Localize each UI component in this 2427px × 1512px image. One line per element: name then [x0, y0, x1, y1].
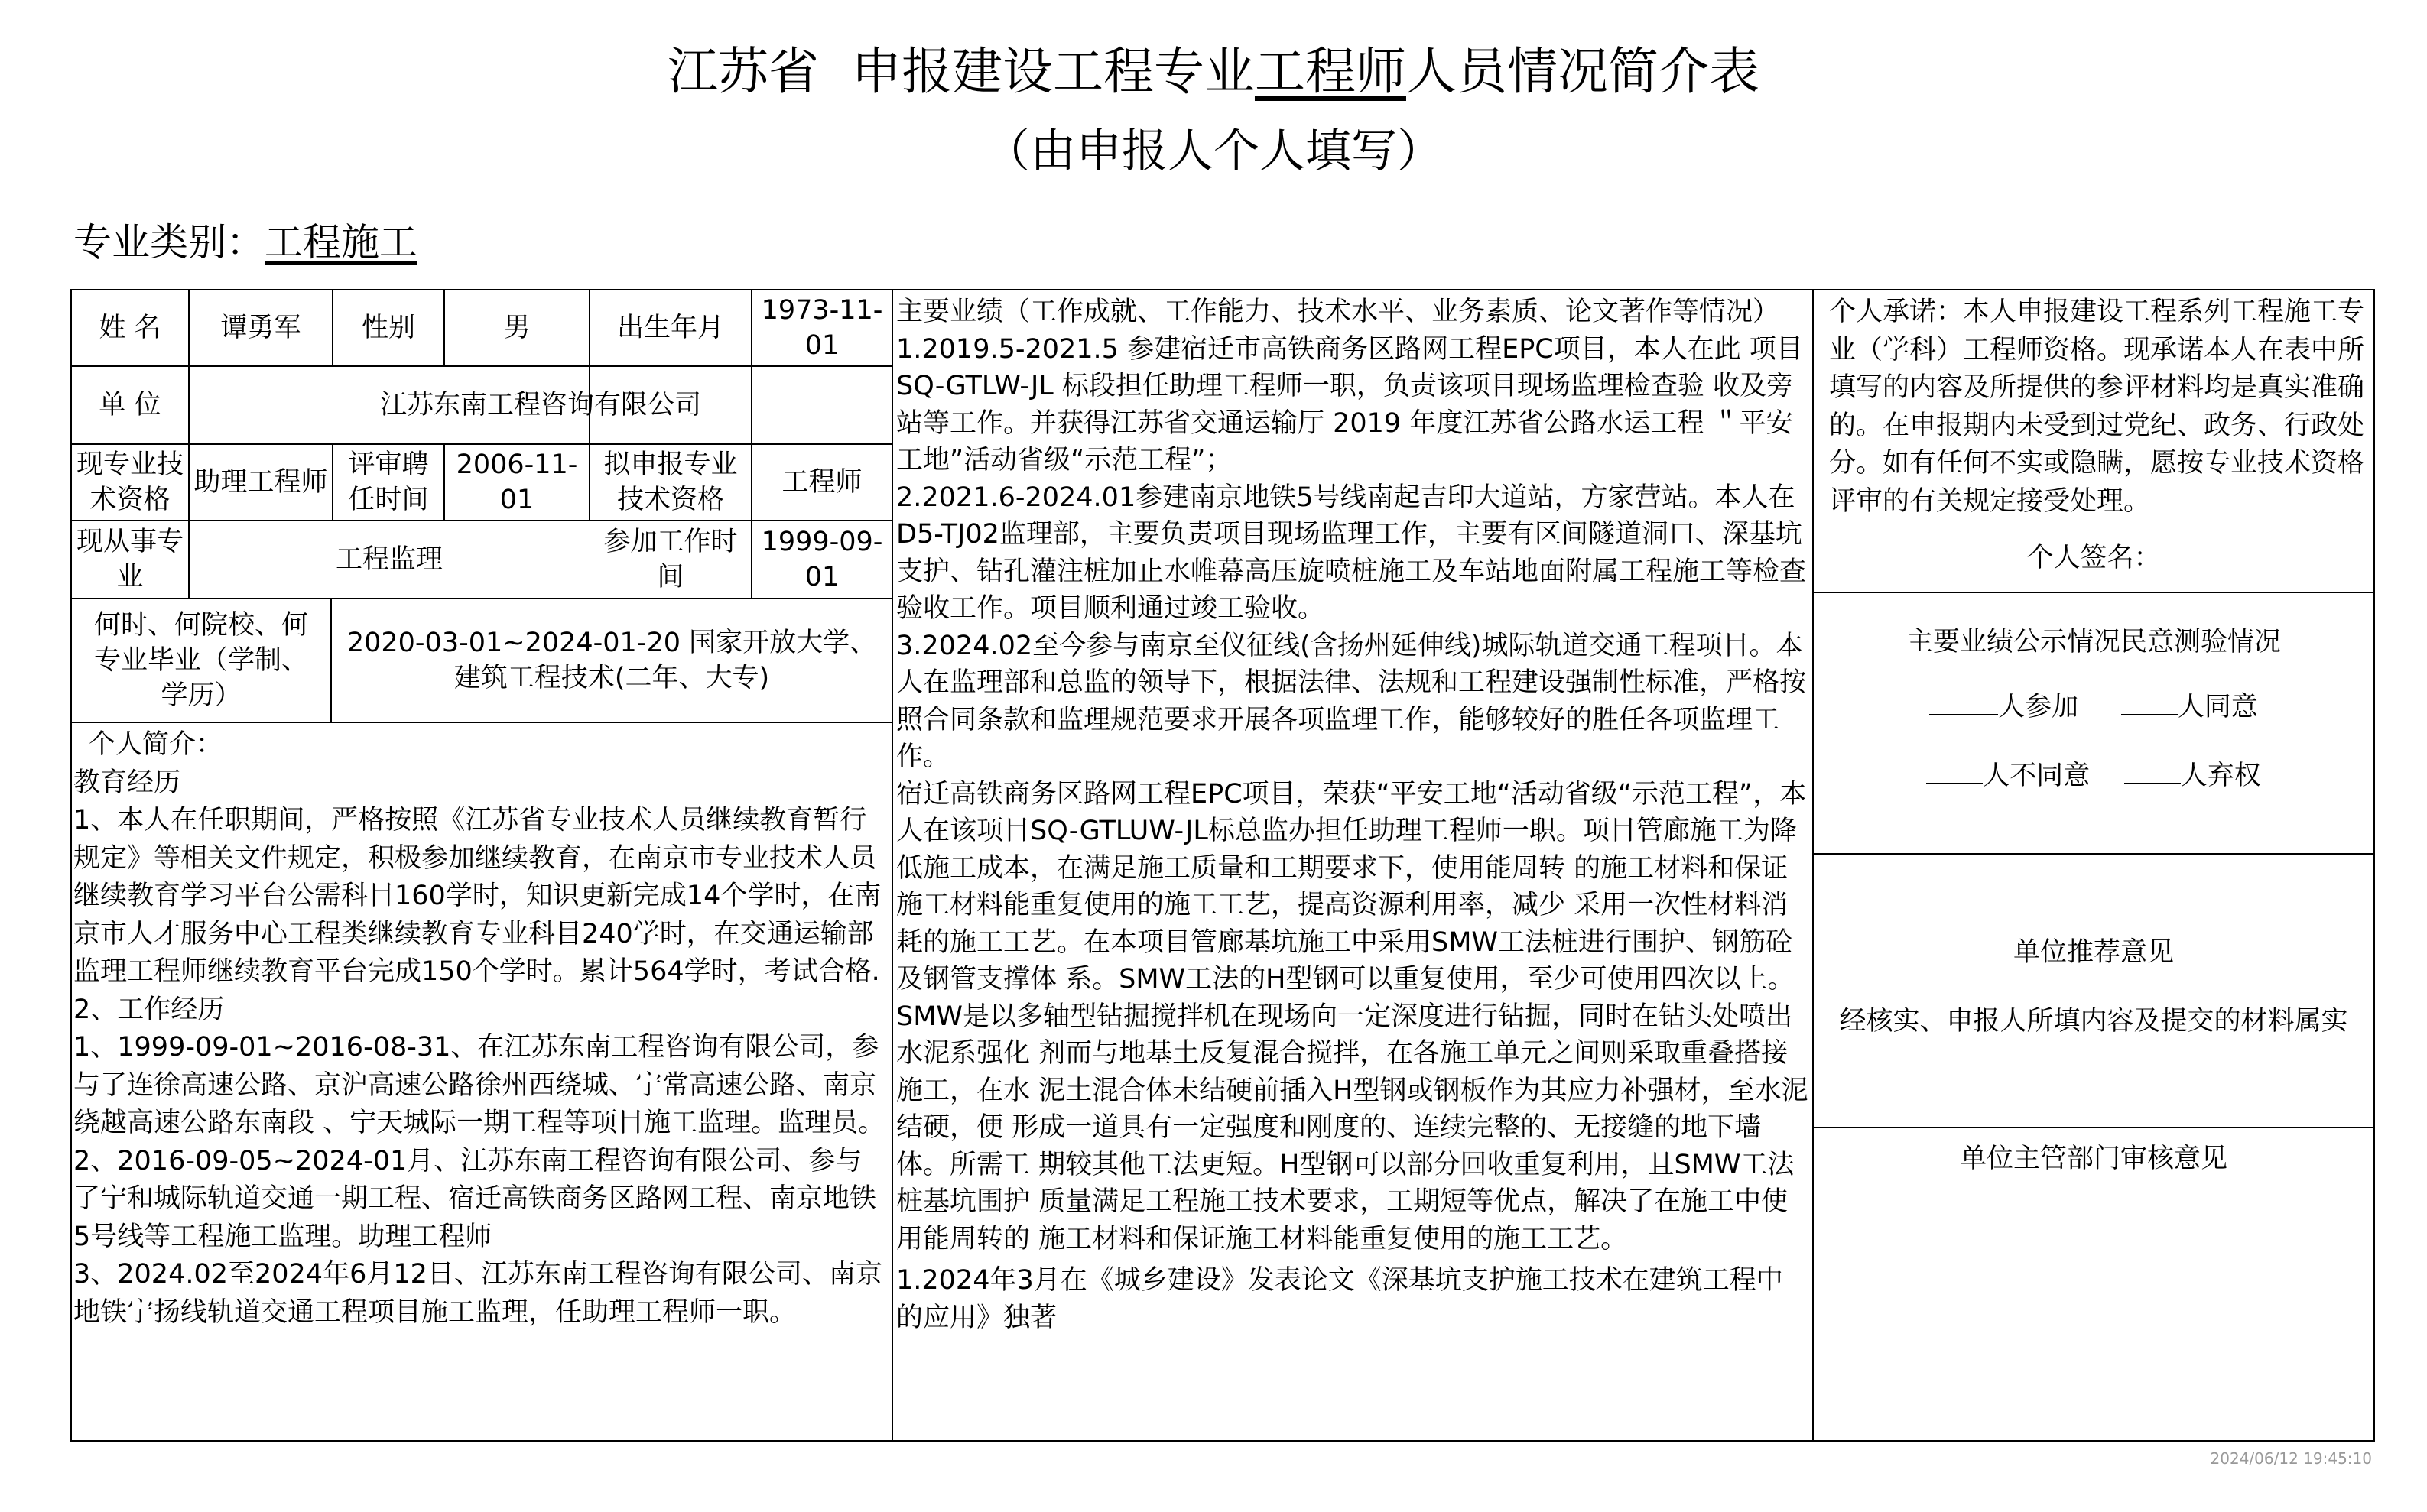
print-timestamp: 2024/06/12 19:45:10: [2210, 1449, 2372, 1468]
abstain-label: 人弃权: [2180, 761, 2261, 791]
title-prefix: 申报建设工程专业: [850, 42, 1255, 101]
name-label: 姓 名: [99, 313, 161, 343]
title-province: 江苏省: [668, 42, 820, 101]
signature-label: 个人签名：: [2026, 543, 2161, 573]
form-subtitle: （由申报人个人填写）: [984, 125, 1443, 178]
poll-row-2: [1812, 754, 2375, 796]
agree-label: 人同意: [2177, 692, 2258, 722]
title-underlined: 工程师: [1254, 42, 1406, 101]
divider-left-middle: [892, 289, 893, 1442]
category-label: 专业类别：: [73, 220, 265, 264]
achievement-item: 1.2024年3月在《城乡建设》发表论文《深基坑支护施工技术在建筑工程中 的应用》独著: [896, 1265, 1783, 1333]
intro-line: 3、2024.02至2024年6月12日、江苏东南工程咨询有限公司、南京地铁宁扬线轨道交通工程项目施工监理，任助理工程师一职。: [73, 1259, 882, 1328]
work-start-label: 参加工作时间: [603, 527, 738, 592]
right-line-2: [1812, 853, 2375, 855]
recommend-title: 单位推荐意见: [2013, 937, 2174, 968]
unit-label: 单 位: [99, 390, 161, 420]
disagree-label: 人不同意: [1983, 761, 2091, 791]
current-qualification-value: 助理工程师: [193, 467, 328, 498]
education-value: 2020-03-01~2024-01-20 国家开放大学、建筑工程技术(二年、大专): [346, 628, 877, 693]
current-major-value: 工程监理: [335, 544, 443, 575]
form-title: [0, 37, 2427, 107]
gender-value: 男: [503, 313, 531, 343]
dept-review-title: 单位主管部门审核意见: [1959, 1144, 2227, 1174]
agree-blank: [2121, 685, 2178, 715]
divider-middle-right: [1812, 289, 1814, 1442]
recommend-text: 经核实、申报人所填内容及提交的材料属实: [1839, 1006, 2348, 1037]
apply-qualification-value: 工程师: [781, 467, 863, 498]
category-line: [73, 216, 417, 269]
right-line-3: [1812, 1127, 2375, 1128]
category-value: 工程施工: [265, 220, 417, 264]
intro-line: 1、1999-09-01~2016-08-31、在江苏东南工程咨询有限公司，参与了连徐高速公路、京沪高速公路徐州西绕城、宁常高速公路、南京绕越高速公路东南段 、宁天城际一期工程等项目施工监理。监理员。: [73, 1032, 885, 1138]
intro-line: 2、工作经历: [73, 994, 225, 1025]
current-qualification-label: 现专业技术资格: [76, 449, 184, 515]
intro-line: 1、本人在任职期间，严格按照《江苏省专业技术人员继续教育暂行规定》等相关文件规定，积极参加继续教育，在南京市专业技术人员继续教育学习平台公需科目160学时，知识更新完成14个学时，在南京市人才服务中心工程类继续教育专业科目240学时，在交通运输部监理工程师继续教育平台完成150个学时。累计564学时，考试合格.: [73, 805, 882, 987]
birth-value: 1973-11-01: [761, 295, 883, 361]
intro-heading: 个人简介：: [89, 729, 223, 760]
row-line-5: [70, 722, 892, 723]
intro-section: [73, 726, 889, 1332]
gender-label: 性别: [361, 313, 415, 343]
right-line-1: [1812, 592, 2375, 593]
abstain-blank: [2124, 754, 2181, 784]
achievements-section: [896, 294, 1809, 1336]
current-major-label: 现从事专业: [76, 527, 184, 592]
review-time-label: 评审聘任时间: [348, 449, 429, 515]
achievements-heading: 主要业绩（工作成就、工作能力、技术水平、业务素质、论文著作等情况）: [896, 297, 1780, 327]
poll-title: 主要业绩公示情况民意测验情况: [1906, 627, 2281, 657]
achievement-item: 3.2024.02至今参与南京至仪征线(含扬州延伸线)城际轨道交通工程项目。本人在监理部和总监的领导下，根据法律、法规和工程建设强制性标准，严格按照合同条款和监理规范要求开展各项监理工作，能够较好的胜任各项监理工作。: [896, 630, 1807, 772]
birth-label: 出生年月: [616, 313, 724, 343]
achievement-item: 1.2019.5-2021.5 参建宿迁市高铁商务区路网工程EPC项目，本人在此 项目SQ-GTLW-JL 标段担任助理工程师一职，负责该项目现场监理检查验 收及旁站等工作。并获得江苏省交通运输厅 2019 年度江苏省公路水运工程 ＂平安工地”活动省级“示范工程”；: [896, 333, 1803, 475]
name-value: 谭勇军: [220, 313, 301, 343]
poll-row-1: [1812, 685, 2375, 727]
achievement-item: 2.2021.6-2024.01参建南京地铁5号线南起吉印大道站，方家营站。本人在D5-TJ02监理部，主要负责项目现场监理工作，主要有区间隧道洞口、深基坑支护、钻孔灌注桩加止水帷幕高压旋喷桩施工及车站地面附属工程施工等检查验收工作。项目顺利通过竣工验收。: [896, 482, 1807, 624]
review-time-value: 2006-11-01: [456, 449, 578, 515]
achievement-item: 宿迁高铁商务区路网工程EPC项目，荣获“平安工地“活动省级“示范工程”，本人在该项目SQ-GTLUW-JL标总监办担任助理工程师一职。项目管廊施工为降低施工成本，在满足施工质量和工期要求下，使用能周转 的施工材料和保证施工材料能重复使用的施工工艺，提高资源利用率，减少 采用一次性材料消耗的施工工艺。在本项目管廊基坑施工中采用SMW工法桩进行围护、钢筋砼及钢管支撑体 系。SMW工法的H型钢可以重复使用，至少可使用四次以上。SMW是以多轴型钻掘搅拌机在现场向一定深度进行钻掘，同时在钻头处喷出水泥系强化 剂而与地基土反复混合搅拌，在各施工单元之间则采取重叠搭接施工，在水 泥土混合体未结硬前插入H型钢或钢板作为其应力补强材，至水泥结硬，便 形成一道具有一定强度和刚度的、连续完整的、无接缝的地下墙体。所需工 期较其他工法更短。H型钢可以部分回收重复利用，且SMW工法桩基坑围护 质量满足工程施工技术要求，工期短等优点，解决了在施工中使用能周转的 施工材料和保证施工材料能重复使用的施工工艺。: [896, 778, 1808, 1254]
commitment-text: 个人承诺：本人申报建设工程系列工程施工专业（学科）工程师资格。现承诺本人在表中所填写的内容及所提供的参评材料均是真实准确的。在申报期内未受到过党纪、政务、行政处分。如有任何不实或隐瞒，愿按专业技术资格评审的有关规定接受处理。: [1829, 297, 2365, 517]
work-start-value: 1999-09-01: [761, 527, 883, 592]
education-label: 何时、何院校、何专业毕业（学制、学历）: [93, 610, 308, 711]
unit-value: 江苏东南工程咨询有限公司: [379, 390, 701, 420]
disagree-blank: [1926, 754, 1983, 784]
intro-line: 2、2016-09-05~2024-01月、江苏东南工程咨询有限公司、参与了宁和城际轨道交通一期工程、宿迁高铁商务区路网工程、南京地铁5号线等工程施工监理。助理工程师: [73, 1145, 877, 1252]
participate-blank: [1929, 685, 1998, 715]
intro-line: 教育经历: [73, 767, 181, 798]
participate-label: 人参加: [1998, 692, 2079, 722]
title-suffix: 人员情况简介表: [1405, 42, 1759, 101]
apply-qualification-label: 拟申报专业技术资格: [603, 449, 738, 515]
